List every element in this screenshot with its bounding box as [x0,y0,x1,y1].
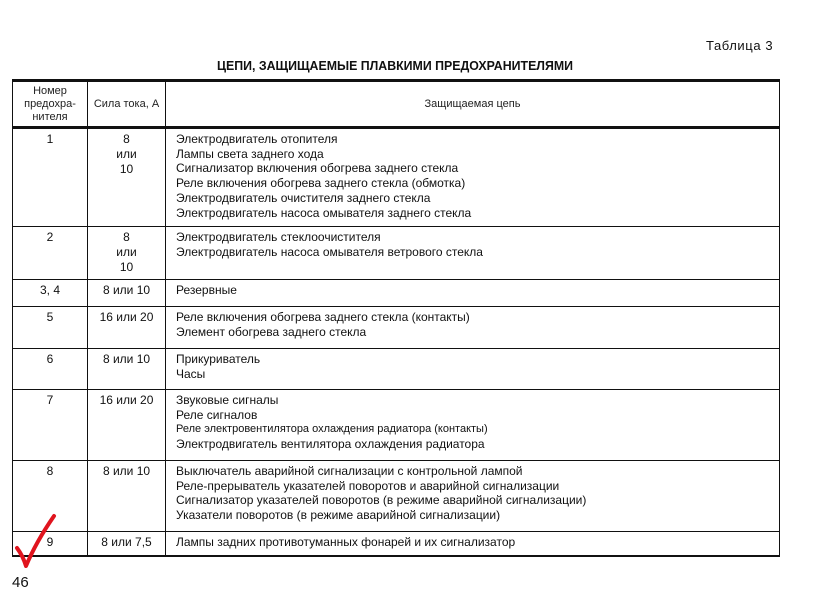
document-title: ЦЕПИ, ЗАЩИЩАЕМЫЕ ПЛАВКИМИ ПРЕДОХРАНИТЕЛЯМИ [216,58,574,73]
current-cell [88,532,166,556]
fuse-number-cell: 6 [13,349,88,390]
column-header-circuit: Защищаемая цепь [166,81,780,128]
circuit-item: Реле электровентилятора охлаждения радиатора (контакты) [176,423,488,436]
circuit-cell [166,390,780,461]
current-value: 16 или 20 [99,310,154,324]
circuit-item: Электродвигатель насоса омывателя заднего стекла [176,205,472,220]
table-row [13,349,780,390]
fuse-number-cell: 9 [13,532,88,556]
fuse-number-cell: 2 [13,227,88,280]
table-header-row [13,81,780,128]
current-value: 10 [119,162,134,176]
circuit-item: Лампы света заднего хода [176,146,324,161]
red-checkmark-icon [14,512,58,568]
circuit-item: Реле включения обогрева заднего стекла (контакты) [176,310,470,324]
table-row [13,280,780,307]
current-cell [88,390,166,461]
circuit-item: Элемент обогрева заднего стекла [176,324,367,339]
current-cell [88,227,166,280]
table-label: Таблица 3 [706,38,774,53]
table-row [13,227,780,280]
fuse-number-cell: 3, 4 [13,280,88,307]
fuse-number-cell: 7 [13,390,88,461]
circuit-cell [166,128,780,227]
current-cell [88,128,166,227]
circuit-cell [166,307,780,349]
header-line: нителя [32,110,68,123]
circuit-item: Реле сигналов [176,407,258,422]
current-value: 8 или 7,5 [101,535,152,549]
current-value: или [116,147,137,161]
circuit-cell [166,227,780,280]
circuit-item: Сигнализатор включения обогрева заднего стекла [176,161,459,176]
table-row [13,461,780,532]
current-value: или [116,245,137,259]
current-cell [88,280,166,307]
page-number: 46 [12,574,29,591]
circuit-item: Сигнализатор указателей поворотов (в режиме аварийной сигнализации) [176,493,587,508]
circuit-item: Прикуриватель [176,352,261,366]
table-row [13,532,780,556]
fuse-circuits-table [12,79,780,557]
column-header-fuse-number [13,81,88,128]
circuit-item: Электродвигатель отопителя [176,132,338,146]
current-cell [88,461,166,532]
current-value: 16 или 20 [99,393,154,407]
column-header-current: Сила тока, А [88,81,166,128]
current-cell [88,307,166,349]
circuit-item: Звуковые сигналы [176,393,279,407]
header-line: Номер [33,84,67,97]
table-row [13,128,780,227]
circuit-item: Реле-прерыватель указателей поворотов и аварийной сигнализации [176,478,560,493]
circuit-item: Реле включения обогрева заднего стекла (обмотка) [176,176,466,191]
current-value: 8 или 10 [102,283,151,297]
current-cell [88,349,166,390]
fuse-number-cell: 5 [13,307,88,349]
current-value: 8 или 10 [102,464,151,478]
circuit-item: Часы [176,366,206,381]
circuit-item: Лампы задних противотуманных фонарей и их сигнализатор [176,535,516,549]
circuit-item: Электродвигатель очистителя заднего стекла [176,190,431,205]
circuit-cell [166,532,780,556]
table-row [13,307,780,349]
circuit-cell [166,280,780,307]
circuit-item: Резервные [176,283,237,297]
circuit-item: Указатели поворотов (в режиме аварийной сигнализации) [176,508,501,523]
fuse-number-cell: 1 [13,128,88,227]
circuit-item: Электродвигатель стеклоочистителя [176,230,381,244]
fuse-number-cell: 8 [13,461,88,532]
current-value: 10 [119,260,134,274]
circuit-item: Электродвигатель насоса омывателя ветрового стекла [176,244,483,259]
circuit-cell [166,349,780,390]
current-value: 8 [123,132,130,146]
circuit-item: Электродвигатель вентилятора охлаждения радиатора [176,437,485,452]
header-line: предохра- [24,97,76,110]
table-row [13,390,780,461]
circuit-cell [166,461,780,532]
current-value: 8 или 10 [102,352,151,366]
current-value: 8 [123,230,130,244]
circuit-item: Выключатель аварийной сигнализации с контрольной лампой [176,464,523,478]
